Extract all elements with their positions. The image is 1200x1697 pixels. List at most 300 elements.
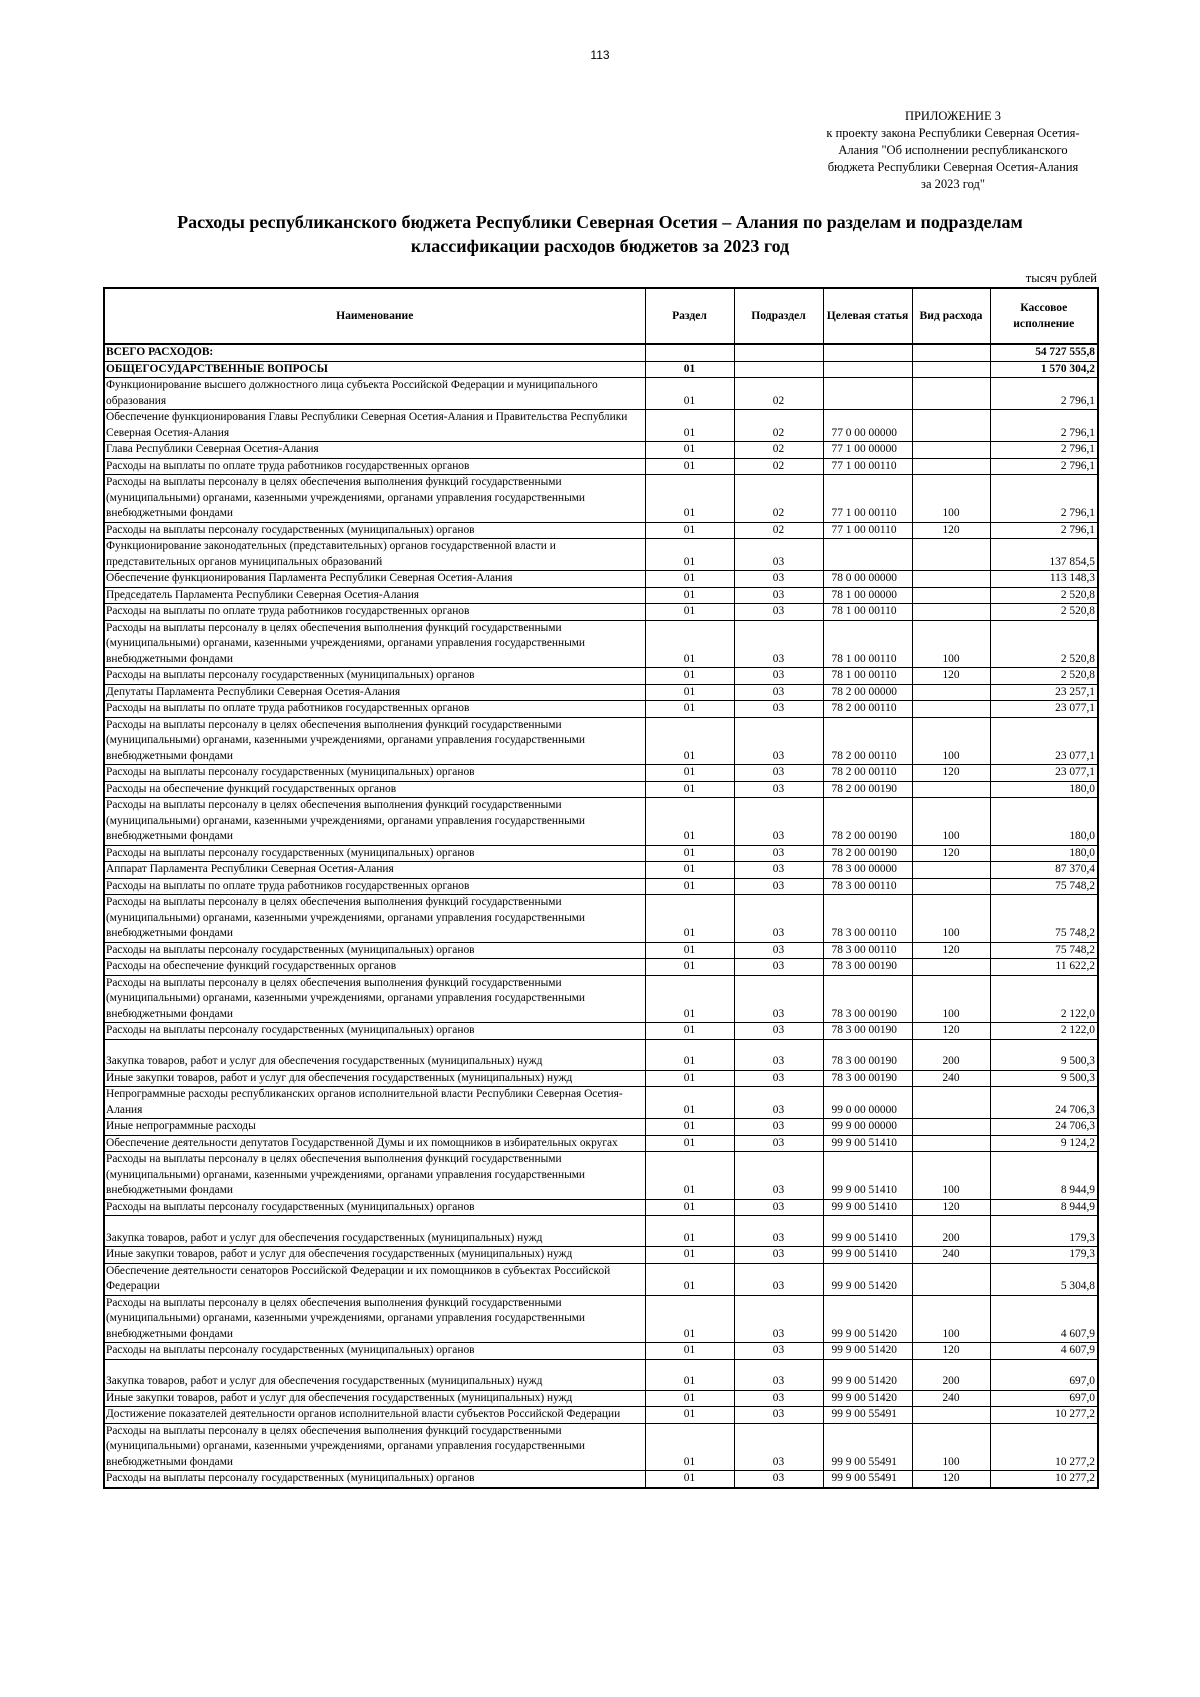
table-row [104, 604, 1098, 621]
row-section-cell: 01 [645, 684, 734, 701]
table-row [104, 1359, 1098, 1390]
row-subsection-cell: 03 [734, 781, 823, 798]
row-section-cell: 01 [645, 522, 734, 539]
row-target-cell: 99 9 00 55491 [823, 1407, 912, 1424]
row-target-cell: 77 0 00 00000 [823, 410, 912, 442]
table-row [104, 845, 1098, 862]
table-row [104, 1471, 1098, 1488]
table-row [104, 378, 1098, 410]
row-amount-cell: 75 748,2 [990, 942, 1098, 959]
row-target-cell: 99 9 00 55491 [823, 1471, 912, 1488]
table-row [104, 587, 1098, 604]
row-name-cell: Функционирование высшего должностного лица субъекта Российской Федерации и муниципального образования [104, 378, 645, 410]
appendix-line: ПРИЛОЖЕНИЕ 3 [904, 109, 1002, 123]
row-name-cell: Иные закупки товаров, работ и услуг для обеспечения государственных (муниципальных) нужд [104, 1390, 645, 1407]
row-amount-cell: 179,3 [990, 1216, 1098, 1247]
row-section-cell: 01 [645, 539, 734, 571]
row-amount-cell: 24 706,3 [990, 1087, 1098, 1119]
table-row [104, 975, 1098, 1023]
column-header-kind: Вид расхода [912, 288, 990, 344]
table-row [104, 442, 1098, 459]
row-kind-cell: 120 [912, 522, 990, 539]
row-name-cell: Расходы на выплаты персоналу в целях обеспечения выполнения функций государственными (муниципальными) органами, казенными учреждениями, органами управления государственными внебюджетными фондами [104, 798, 645, 846]
row-name-cell: Расходы на выплаты персоналу государственных (муниципальных) органов [104, 1471, 645, 1488]
row-target-cell: 78 3 00 00110 [823, 878, 912, 895]
row-target-cell: 78 2 00 00190 [823, 845, 912, 862]
table-row [104, 1152, 1098, 1200]
row-target-cell: 78 3 00 00110 [823, 895, 912, 943]
row-subsection-cell: 03 [734, 1359, 823, 1390]
row-amount-cell: 2 796,1 [990, 522, 1098, 539]
title-line: классификации расходов бюджетов за 2023 год [410, 236, 790, 256]
table-row [104, 717, 1098, 765]
row-name-cell: Расходы на выплаты персоналу в целях обеспечения выполнения функций государственными (муниципальными) органами, казенными учреждениями, органами управления государственными внебюджетными фондами [104, 620, 645, 668]
row-amount-cell: 23 077,1 [990, 765, 1098, 782]
row-kind-cell: 100 [912, 1295, 990, 1343]
row-amount-cell: 23 077,1 [990, 701, 1098, 718]
row-amount-cell: 2 796,1 [990, 442, 1098, 459]
row-amount-cell: 2 796,1 [990, 475, 1098, 523]
row-section-cell: 01 [645, 701, 734, 718]
row-section-cell: 01 [645, 1343, 734, 1360]
table-row [104, 361, 1098, 378]
row-subsection-cell: 03 [734, 1216, 823, 1247]
appendix-line: за 2023 год" [921, 177, 985, 191]
row-target-cell [823, 378, 912, 410]
row-name-cell: Расходы на выплаты персоналу в целях обеспечения выполнения функций государственными (муниципальными) органами, казенными учреждениями, органами управления государственными внебюджетными фондами [104, 1423, 645, 1471]
row-name-cell: Закупка товаров, работ и услуг для обеспечения государственных (муниципальных) нужд [104, 1216, 645, 1247]
row-target-cell: 77 1 00 00000 [823, 442, 912, 459]
table-row [104, 1070, 1098, 1087]
row-kind-cell [912, 1407, 990, 1424]
row-kind-cell [912, 1263, 990, 1295]
row-kind-cell: 120 [912, 1199, 990, 1216]
row-kind-cell: 200 [912, 1359, 990, 1390]
row-section-cell: 01 [645, 895, 734, 943]
row-amount-cell: 697,0 [990, 1359, 1098, 1390]
table-row [104, 1023, 1098, 1040]
row-name-cell: Депутаты Парламента Республики Северная Осетия-Алания [104, 684, 645, 701]
row-amount-cell: 23 077,1 [990, 717, 1098, 765]
row-target-cell: 78 2 00 00190 [823, 781, 912, 798]
table-row [104, 668, 1098, 685]
row-kind-cell: 100 [912, 1423, 990, 1471]
row-target-cell: 78 1 00 00110 [823, 668, 912, 685]
row-target-cell: 99 9 00 00000 [823, 1119, 912, 1136]
row-name-cell: Расходы на выплаты персоналу государственных (муниципальных) органов [104, 522, 645, 539]
row-amount-cell: 8 944,9 [990, 1199, 1098, 1216]
row-name-cell: Обеспечение функционирования Парламента Республики Северная Осетия-Алания [104, 571, 645, 588]
row-amount-cell: 24 706,3 [990, 1119, 1098, 1136]
row-section-cell: 01 [645, 604, 734, 621]
appendix-line: бюджета Республики Северная Осетия-Алания [827, 160, 1079, 174]
row-kind-cell: 120 [912, 1343, 990, 1360]
row-subsection-cell: 03 [734, 1152, 823, 1200]
row-name-cell: Расходы на выплаты персоналу государственных (муниципальных) органов [104, 1343, 645, 1360]
row-kind-cell [912, 458, 990, 475]
row-section-cell: 01 [645, 959, 734, 976]
row-amount-cell: 9 500,3 [990, 1070, 1098, 1087]
row-subsection-cell: 03 [734, 845, 823, 862]
row-kind-cell [912, 361, 990, 378]
row-subsection-cell: 03 [734, 1135, 823, 1152]
row-amount-cell: 180,0 [990, 798, 1098, 846]
row-kind-cell [912, 878, 990, 895]
row-target-cell: 99 9 00 51410 [823, 1135, 912, 1152]
table-row [104, 895, 1098, 943]
row-section-cell [645, 344, 734, 361]
table-row [104, 798, 1098, 846]
row-subsection-cell: 03 [734, 1471, 823, 1488]
row-section-cell: 01 [645, 442, 734, 459]
row-target-cell: 99 9 00 51420 [823, 1263, 912, 1295]
row-name-cell: ВСЕГО РАСХОДОВ: [104, 344, 645, 361]
row-target-cell: 78 3 00 00000 [823, 862, 912, 879]
row-target-cell: 78 2 00 00110 [823, 701, 912, 718]
row-name-cell: Расходы на выплаты персоналу государственных (муниципальных) органов [104, 845, 645, 862]
row-subsection-cell [734, 344, 823, 361]
row-name-cell: Расходы на выплаты по оплате труда работников государственных органов [104, 878, 645, 895]
row-subsection-cell: 03 [734, 1023, 823, 1040]
row-amount-cell: 75 748,2 [990, 878, 1098, 895]
row-subsection-cell [734, 361, 823, 378]
row-amount-cell: 4 607,9 [990, 1343, 1098, 1360]
row-target-cell: 78 1 00 00110 [823, 604, 912, 621]
table-row [104, 1039, 1098, 1070]
row-subsection-cell: 02 [734, 410, 823, 442]
table-row [104, 959, 1098, 976]
table-row [104, 1087, 1098, 1119]
row-name-cell: Аппарат Парламента Республики Северная Осетия-Алания [104, 862, 645, 879]
row-name-cell: Непрограммные расходы республиканских органов исполнительной власти Республики Северная Осетия-Алания [104, 1087, 645, 1119]
row-subsection-cell: 03 [734, 701, 823, 718]
row-section-cell: 01 [645, 620, 734, 668]
row-kind-cell [912, 587, 990, 604]
column-header-subsection: Подраздел [734, 288, 823, 344]
table-row [104, 684, 1098, 701]
row-kind-cell: 100 [912, 895, 990, 943]
table-row [104, 475, 1098, 523]
row-name-cell: Иные закупки товаров, работ и услуг для обеспечения государственных (муниципальных) нужд [104, 1070, 645, 1087]
row-kind-cell: 240 [912, 1390, 990, 1407]
row-target-cell: 77 1 00 00110 [823, 522, 912, 539]
row-amount-cell: 75 748,2 [990, 895, 1098, 943]
row-name-cell: Председатель Парламента Республики Северная Осетия-Алания [104, 587, 645, 604]
row-kind-cell: 200 [912, 1039, 990, 1070]
budget-table [103, 287, 1099, 1489]
row-name-cell: Глава Республики Северная Осетия-Алания [104, 442, 645, 459]
row-name-cell: ОБЩЕГОСУДАРСТВЕННЫЕ ВОПРОСЫ [104, 361, 645, 378]
row-name-cell: Обеспечение деятельности депутатов Государственной Думы и их помощников в избирательных округах [104, 1135, 645, 1152]
table-row [104, 765, 1098, 782]
row-amount-cell: 180,0 [990, 845, 1098, 862]
row-kind-cell [912, 959, 990, 976]
row-section-cell: 01 [645, 1471, 734, 1488]
row-subsection-cell: 03 [734, 1087, 823, 1119]
row-kind-cell [912, 571, 990, 588]
table-row [104, 539, 1098, 571]
row-amount-cell: 137 854,5 [990, 539, 1098, 571]
row-subsection-cell: 02 [734, 442, 823, 459]
column-header-section: Раздел [645, 288, 734, 344]
row-amount-cell: 11 622,2 [990, 959, 1098, 976]
row-name-cell: Расходы на выплаты по оплате труда работников государственных органов [104, 604, 645, 621]
row-subsection-cell: 03 [734, 684, 823, 701]
row-section-cell: 01 [645, 1119, 734, 1136]
table-row [104, 878, 1098, 895]
table-row [104, 1135, 1098, 1152]
table-row [104, 410, 1098, 442]
row-subsection-cell: 03 [734, 878, 823, 895]
row-name-cell: Расходы на выплаты персоналу государственных (муниципальных) органов [104, 668, 645, 685]
row-section-cell: 01 [645, 717, 734, 765]
row-kind-cell [912, 862, 990, 879]
row-kind-cell [912, 781, 990, 798]
row-section-cell: 01 [645, 798, 734, 846]
row-subsection-cell: 03 [734, 1070, 823, 1087]
row-target-cell: 78 3 00 00190 [823, 975, 912, 1023]
row-subsection-cell: 02 [734, 475, 823, 523]
row-target-cell: 78 2 00 00110 [823, 717, 912, 765]
row-name-cell: Расходы на выплаты персоналу в целях обеспечения выполнения функций государственными (муниципальными) органами, казенными учреждениями, органами управления государственными внебюджетными фондами [104, 1152, 645, 1200]
row-amount-cell: 2 122,0 [990, 1023, 1098, 1040]
title-line: Расходы республиканского бюджета Республики Северная Осетия – Алания по разделам и подразделам [177, 212, 1023, 232]
row-name-cell: Расходы на выплаты персоналу в целях обеспечения выполнения функций государственными (муниципальными) органами, казенными учреждениями, органами управления государственными внебюджетными фондами [104, 895, 645, 943]
row-amount-cell: 113 148,3 [990, 571, 1098, 588]
row-target-cell [823, 361, 912, 378]
appendix-line: к проекту закона Республики Северная Осетия- [826, 126, 1080, 140]
row-section-cell: 01 [645, 975, 734, 1023]
row-kind-cell [912, 1119, 990, 1136]
row-section-cell: 01 [645, 862, 734, 879]
row-subsection-cell: 03 [734, 604, 823, 621]
row-amount-cell: 8 944,9 [990, 1152, 1098, 1200]
row-section-cell: 01 [645, 458, 734, 475]
row-subsection-cell: 03 [734, 1199, 823, 1216]
row-amount-cell: 10 277,2 [990, 1407, 1098, 1424]
table-header-row [104, 288, 1098, 344]
row-subsection-cell: 03 [734, 1423, 823, 1471]
row-target-cell: 78 3 00 00190 [823, 1070, 912, 1087]
row-section-cell: 01 [645, 1070, 734, 1087]
row-target-cell: 78 1 00 00110 [823, 620, 912, 668]
row-section-cell: 01 [645, 1359, 734, 1390]
row-kind-cell: 120 [912, 1471, 990, 1488]
row-kind-cell [912, 442, 990, 459]
row-target-cell: 99 9 00 51410 [823, 1199, 912, 1216]
page-number: 113 [590, 48, 610, 62]
row-kind-cell [912, 539, 990, 571]
row-kind-cell [912, 684, 990, 701]
row-name-cell: Расходы на выплаты по оплате труда работников государственных органов [104, 701, 645, 718]
row-name-cell: Расходы на выплаты по оплате труда работников государственных органов [104, 458, 645, 475]
row-name-cell: Обеспечение функционирования Главы Республики Северная Осетия-Алания и Правительства Республики Северная Осетия-Алания [104, 410, 645, 442]
row-target-cell [823, 344, 912, 361]
row-section-cell: 01 [645, 668, 734, 685]
row-name-cell: Расходы на выплаты персоналу государственных (муниципальных) органов [104, 942, 645, 959]
row-kind-cell: 120 [912, 1023, 990, 1040]
table-row [104, 1263, 1098, 1295]
row-kind-cell: 100 [912, 620, 990, 668]
row-section-cell: 01 [645, 1247, 734, 1264]
row-kind-cell [912, 1087, 990, 1119]
row-section-cell: 01 [645, 1152, 734, 1200]
row-target-cell: 99 9 00 55491 [823, 1423, 912, 1471]
row-kind-cell: 100 [912, 717, 990, 765]
row-kind-cell: 100 [912, 975, 990, 1023]
table-row [104, 522, 1098, 539]
table-row [104, 1407, 1098, 1424]
table-row [104, 458, 1098, 475]
row-target-cell: 78 3 00 00190 [823, 1023, 912, 1040]
row-name-cell: Функционирование законодательных (представительных) органов государственной власти и представительных органов муниципальных образований [104, 539, 645, 571]
row-target-cell: 99 9 00 51420 [823, 1343, 912, 1360]
row-kind-cell [912, 701, 990, 718]
row-kind-cell [912, 410, 990, 442]
row-subsection-cell: 03 [734, 1119, 823, 1136]
row-name-cell: Закупка товаров, работ и услуг для обеспечения государственных (муниципальных) нужд [104, 1039, 645, 1070]
row-kind-cell: 100 [912, 475, 990, 523]
row-name-cell: Достижение показателей деятельности органов исполнительной власти субъектов Российской Федерации [104, 1407, 645, 1424]
row-kind-cell: 240 [912, 1070, 990, 1087]
row-kind-cell: 120 [912, 765, 990, 782]
row-amount-cell: 2 122,0 [990, 975, 1098, 1023]
row-target-cell: 78 2 00 00000 [823, 684, 912, 701]
row-section-cell: 01 [645, 587, 734, 604]
row-subsection-cell: 03 [734, 1343, 823, 1360]
row-subsection-cell: 03 [734, 539, 823, 571]
column-header-target: Целевая статья [823, 288, 912, 344]
row-section-cell: 01 [645, 1023, 734, 1040]
row-kind-cell [912, 1135, 990, 1152]
appendix-note [808, 108, 1098, 193]
row-target-cell: 99 9 00 51420 [823, 1390, 912, 1407]
row-name-cell: Иные непрограммные расходы [104, 1119, 645, 1136]
row-subsection-cell: 03 [734, 798, 823, 846]
table-row [104, 701, 1098, 718]
row-section-cell: 01 [645, 1087, 734, 1119]
row-subsection-cell: 03 [734, 1295, 823, 1343]
row-target-cell: 99 9 00 51420 [823, 1359, 912, 1390]
row-subsection-cell: 03 [734, 895, 823, 943]
row-subsection-cell: 03 [734, 1390, 823, 1407]
row-target-cell: 78 1 00 00000 [823, 587, 912, 604]
row-section-cell: 01 [645, 571, 734, 588]
row-amount-cell: 10 277,2 [990, 1423, 1098, 1471]
row-subsection-cell: 03 [734, 1039, 823, 1070]
row-target-cell: 78 3 00 00190 [823, 1039, 912, 1070]
row-target-cell: 99 0 00 00000 [823, 1087, 912, 1119]
row-amount-cell: 2 796,1 [990, 458, 1098, 475]
row-section-cell: 01 [645, 1216, 734, 1247]
row-subsection-cell: 03 [734, 717, 823, 765]
table-row [104, 1423, 1098, 1471]
row-section-cell: 01 [645, 1295, 734, 1343]
row-target-cell: 99 9 00 51420 [823, 1295, 912, 1343]
row-target-cell: 78 3 00 00190 [823, 959, 912, 976]
row-amount-cell: 697,0 [990, 1390, 1098, 1407]
row-section-cell: 01 [645, 378, 734, 410]
row-target-cell [823, 539, 912, 571]
row-kind-cell: 120 [912, 845, 990, 862]
row-amount-cell: 54 727 555,8 [990, 344, 1098, 361]
row-amount-cell: 2 520,8 [990, 668, 1098, 685]
row-amount-cell: 2 520,8 [990, 620, 1098, 668]
row-subsection-cell: 03 [734, 942, 823, 959]
row-amount-cell: 4 607,9 [990, 1295, 1098, 1343]
table-row [104, 781, 1098, 798]
row-kind-cell [912, 604, 990, 621]
table-row [104, 1390, 1098, 1407]
row-subsection-cell: 03 [734, 1247, 823, 1264]
row-amount-cell: 2 796,1 [990, 410, 1098, 442]
row-name-cell: Расходы на выплаты персоналу в целях обеспечения выполнения функций государственными (муниципальными) органами, казенными учреждениями, органами управления государственными внебюджетными фондами [104, 1295, 645, 1343]
row-subsection-cell: 03 [734, 668, 823, 685]
row-amount-cell: 87 370,4 [990, 862, 1098, 879]
row-subsection-cell: 03 [734, 620, 823, 668]
row-amount-cell: 1 570 304,2 [990, 361, 1098, 378]
row-name-cell: Расходы на выплаты персоналу государственных (муниципальных) органов [104, 1023, 645, 1040]
row-amount-cell: 5 304,8 [990, 1263, 1098, 1295]
row-subsection-cell: 03 [734, 765, 823, 782]
row-section-cell: 01 [645, 1263, 734, 1295]
row-section-cell: 01 [645, 781, 734, 798]
row-amount-cell: 2 520,8 [990, 587, 1098, 604]
row-subsection-cell: 03 [734, 571, 823, 588]
row-subsection-cell: 03 [734, 862, 823, 879]
row-kind-cell: 120 [912, 942, 990, 959]
table-row [104, 1216, 1098, 1247]
table-row [104, 344, 1098, 361]
table-row [104, 1295, 1098, 1343]
row-name-cell: Расходы на выплаты персоналу государственных (муниципальных) органов [104, 1199, 645, 1216]
row-amount-cell: 2 520,8 [990, 604, 1098, 621]
row-section-cell: 01 [645, 1039, 734, 1070]
row-section-cell: 01 [645, 475, 734, 523]
row-section-cell: 01 [645, 845, 734, 862]
table-row [104, 1119, 1098, 1136]
row-section-cell: 01 [645, 1407, 734, 1424]
row-section-cell: 01 [645, 1390, 734, 1407]
appendix-line: Алания "Об исполнении республиканского [838, 143, 1068, 157]
row-subsection-cell: 02 [734, 522, 823, 539]
row-target-cell: 99 9 00 51410 [823, 1216, 912, 1247]
row-name-cell: Расходы на обеспечение функций государственных органов [104, 781, 645, 798]
row-section-cell: 01 [645, 1423, 734, 1471]
table-row [104, 1247, 1098, 1264]
row-target-cell: 78 3 00 00110 [823, 942, 912, 959]
row-kind-cell: 120 [912, 668, 990, 685]
row-subsection-cell: 03 [734, 975, 823, 1023]
table-row [104, 942, 1098, 959]
row-section-cell: 01 [645, 765, 734, 782]
row-section-cell: 01 [645, 410, 734, 442]
row-target-cell: 99 9 00 51410 [823, 1247, 912, 1264]
row-section-cell: 01 [645, 942, 734, 959]
table-row [104, 620, 1098, 668]
table-row [104, 1343, 1098, 1360]
row-target-cell: 78 2 00 00110 [823, 765, 912, 782]
row-name-cell: Расходы на выплаты персоналу государственных (муниципальных) органов [104, 765, 645, 782]
row-name-cell: Расходы на выплаты персоналу в целях обеспечения выполнения функций государственными (муниципальными) органами, казенными учреждениями, органами управления государственными внебюджетными фондами [104, 475, 645, 523]
row-subsection-cell: 03 [734, 1407, 823, 1424]
table-row [104, 1199, 1098, 1216]
row-section-cell: 01 [645, 1199, 734, 1216]
row-amount-cell: 179,3 [990, 1247, 1098, 1264]
column-header-name: Наименование [104, 288, 645, 344]
row-target-cell: 99 9 00 51410 [823, 1152, 912, 1200]
row-target-cell: 78 0 00 00000 [823, 571, 912, 588]
